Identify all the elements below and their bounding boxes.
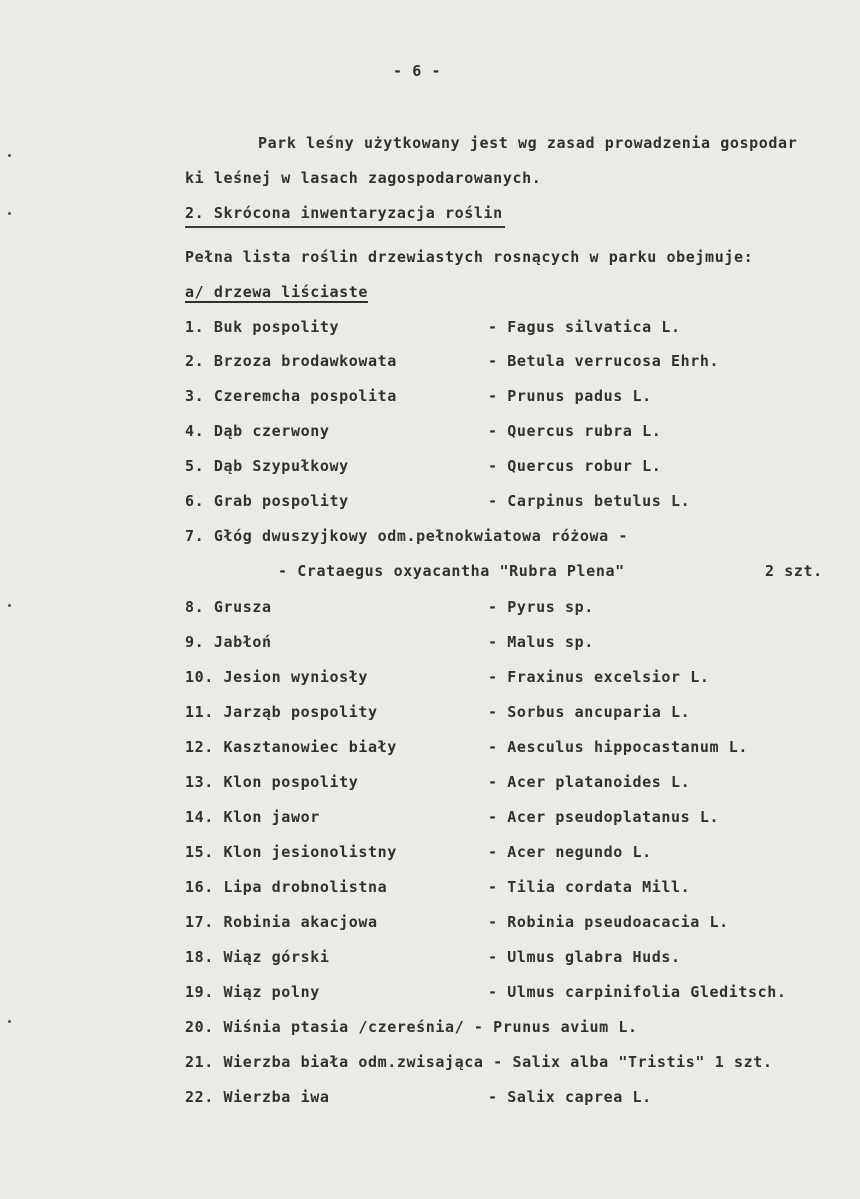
list-item-latin: - Aesculus hippocastanum L. bbox=[488, 738, 749, 756]
list-item-name: 9. Jabłoń bbox=[185, 633, 272, 651]
list-item-latin: - Betula verrucosa Ehrh. bbox=[488, 352, 720, 370]
list-item-name: 8. Grusza bbox=[185, 598, 272, 616]
list-item-latin: - Sorbus ancuparia L. bbox=[488, 703, 691, 721]
list-item-latin: - Ulmus carpinifolia Gleditsch. bbox=[488, 983, 787, 1001]
paragraph-line-1: Park leśny użytkowany jest wg zasad prowadzenia gospodar bbox=[258, 134, 798, 152]
list-item-latin: - Quercus rubra L. bbox=[488, 422, 662, 440]
list-item-name: 22. Wierzba iwa bbox=[185, 1088, 330, 1106]
list-item-name: 19. Wiąz polny bbox=[185, 983, 320, 1001]
list-item-latin: - Salix caprea L. bbox=[488, 1088, 652, 1106]
paragraph-line-2: ki leśnej w lasach zagospodarowanych. bbox=[185, 169, 542, 187]
list-item-name: 15. Klon jesionolistny bbox=[185, 843, 397, 861]
margin-mark bbox=[8, 154, 11, 157]
list-item-latin: - Fraxinus excelsior L. bbox=[488, 668, 710, 686]
margin-mark bbox=[8, 1020, 11, 1023]
subheading: a/ drzewa liściaste bbox=[185, 283, 368, 301]
margin-mark bbox=[8, 212, 11, 215]
list-item-name: 7. Głóg dwuszyjkowy odm.pełnokwiatowa różowa - bbox=[185, 527, 629, 545]
list-item-latin: - Carpinus betulus L. bbox=[488, 492, 691, 510]
list-item-name: - Crataegus oxyacantha "Rubra Plena" bbox=[278, 562, 625, 580]
list-item-name: 20. Wiśnia ptasia /czereśnia/ - Prunus avium L. bbox=[185, 1018, 638, 1036]
list-item-name: 18. Wiąz górski bbox=[185, 948, 330, 966]
list-item-latin: - Tilia cordata Mill. bbox=[488, 878, 691, 896]
list-item-name: 13. Klon pospolity bbox=[185, 773, 359, 791]
list-item-name: 12. Kasztanowiec biały bbox=[185, 738, 397, 756]
list-item-latin: - Pyrus sp. bbox=[488, 598, 594, 616]
list-item-name: 16. Lipa drobnolistna bbox=[185, 878, 388, 896]
margin-mark bbox=[8, 604, 11, 607]
list-item-name: 3. Czeremcha pospolita bbox=[185, 387, 397, 405]
list-item-name: 21. Wierzba biała odm.zwisająca - Salix alba "Tristis" 1 szt. bbox=[185, 1053, 773, 1071]
list-item-latin: - Acer negundo L. bbox=[488, 843, 652, 861]
list-item-latin: - Acer pseudoplatanus L. bbox=[488, 808, 720, 826]
list-item-name: 14. Klon jawor bbox=[185, 808, 320, 826]
list-item-name: 1. Buk pospolity bbox=[185, 318, 340, 336]
list-item-latin: - Robinia pseudoacacia L. bbox=[488, 913, 729, 931]
list-item-name: 4. Dąb czerwony bbox=[185, 422, 330, 440]
list-item-name: 2. Brzoza brodawkowata bbox=[185, 352, 397, 370]
list-item-name: 11. Jarząb pospolity bbox=[185, 703, 378, 721]
list-item-latin: 2 szt. bbox=[765, 562, 823, 580]
heading-underline bbox=[185, 226, 505, 228]
list-item-latin: - Acer platanoides L. bbox=[488, 773, 691, 791]
list-item-name: 10. Jesion wyniosły bbox=[185, 668, 368, 686]
list-item-latin: - Prunus padus L. bbox=[488, 387, 652, 405]
page-number: - 6 - bbox=[393, 62, 442, 80]
list-item-name: 17. Robinia akacjowa bbox=[185, 913, 378, 931]
list-item-latin: - Ulmus glabra Huds. bbox=[488, 948, 681, 966]
list-item-latin: - Fagus silvatica L. bbox=[488, 318, 681, 336]
list-item-name: 5. Dąb Szypułkowy bbox=[185, 457, 349, 475]
intro-text: Pełna lista roślin drzewiastych rosnących w parku obejmuje: bbox=[185, 248, 754, 266]
list-item-latin: - Quercus robur L. bbox=[488, 457, 662, 475]
section-heading: 2. Skrócona inwentaryzacja roślin bbox=[185, 204, 503, 222]
list-item-latin: - Malus sp. bbox=[488, 633, 594, 651]
list-item-name: 6. Grab pospolity bbox=[185, 492, 349, 510]
